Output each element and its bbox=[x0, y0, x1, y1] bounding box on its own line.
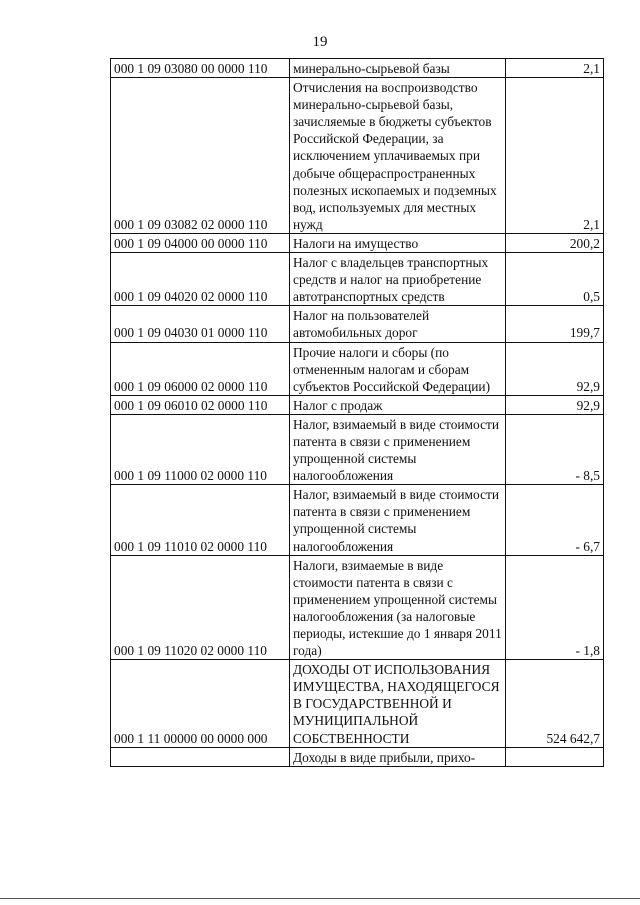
table-row bbox=[111, 395, 604, 414]
amount-cell: - 1,8 bbox=[506, 555, 604, 660]
item-name-cell: Налог, взимаемый в виде стоимости патента в связи с применением упрощенной системы налогообложения bbox=[290, 485, 506, 555]
amount-cell: - 8,5 bbox=[506, 414, 604, 484]
item-name-cell: минерально-сырьевой базы bbox=[290, 59, 506, 78]
amount-cell: 92,9 bbox=[506, 395, 604, 414]
item-name-cell: Налог на пользователей автомобильных дорог bbox=[290, 306, 506, 342]
amount-cell: 199,7 bbox=[506, 306, 604, 342]
amount-cell: 92,9 bbox=[506, 342, 604, 395]
item-name-cell: Налоги, взимаемые в виде стоимости патента в связи с применением упрощенной системы налогообложения (за налоговые периоды, истекшие до 1 января 2011 года) bbox=[290, 555, 506, 660]
table-row bbox=[111, 555, 604, 660]
item-name-cell: ДОХОДЫ ОТ ИСПОЛЬЗОВАНИЯ ИМУЩЕСТВА, НАХОДЯЩЕГОСЯ В ГОСУДАРСТВЕННОЙ И МУНИЦИПАЛЬНОЙ СОБСТВЕННОСТИ bbox=[290, 660, 506, 747]
table-row bbox=[111, 660, 604, 747]
budget-code-cell: 000 1 09 11010 02 0000 110 bbox=[111, 485, 290, 555]
item-name-cell: Доходы в виде прибыли, прихо- bbox=[290, 747, 506, 766]
table-row bbox=[111, 485, 604, 555]
amount-cell: 200,2 bbox=[506, 233, 604, 252]
table-row bbox=[111, 78, 604, 234]
table-row bbox=[111, 414, 604, 484]
budget-code-cell: 000 1 09 03080 00 0000 110 bbox=[111, 59, 290, 78]
budget-code-cell: 000 1 09 04020 02 0000 110 bbox=[111, 253, 290, 306]
table-row bbox=[111, 233, 604, 252]
budget-code-cell: 000 1 09 04030 01 0000 110 bbox=[111, 306, 290, 342]
budget-code-cell: 000 1 09 03082 02 0000 110 bbox=[111, 78, 290, 234]
table-row bbox=[111, 342, 604, 395]
page-number: 19 bbox=[312, 34, 328, 50]
table-row bbox=[111, 253, 604, 306]
table-row bbox=[111, 59, 604, 78]
amount-cell: 524 642,7 bbox=[506, 660, 604, 747]
budget-code-cell: 000 1 09 11020 02 0000 110 bbox=[111, 555, 290, 660]
budget-code-cell bbox=[111, 747, 290, 766]
table-row bbox=[111, 306, 604, 342]
budget-code-cell: 000 1 09 06010 02 0000 110 bbox=[111, 395, 290, 414]
item-name-cell: Отчисления на воспроизводство минерально-сырьевой базы, зачисляемые в бюджеты субъектов Российской Федерации, за исключением уплачиваемых при добыче общераспространенных полезных ископаемых и подземных вод, используемых для местных нужд bbox=[290, 78, 506, 234]
item-name-cell: Налог с владельцев транспортных средств и налог на приобретение автотранспортных средств bbox=[290, 253, 506, 306]
budget-table bbox=[110, 58, 604, 767]
budget-code-cell: 000 1 11 00000 00 0000 000 bbox=[111, 660, 290, 747]
amount-cell: 2,1 bbox=[506, 78, 604, 234]
item-name-cell: Налог с продаж bbox=[290, 395, 506, 414]
item-name-cell: Налоги на имущество bbox=[290, 233, 506, 252]
amount-cell: 2,1 bbox=[506, 59, 604, 78]
budget-code-cell: 000 1 09 11000 02 0000 110 bbox=[111, 414, 290, 484]
item-name-cell: Прочие налоги и сборы (по отмененным налогам и сборам субъектов Российской Федерации) bbox=[290, 342, 506, 395]
budget-table-body bbox=[111, 59, 604, 767]
budget-code-cell: 000 1 09 04000 00 0000 110 bbox=[111, 233, 290, 252]
table-row-continued bbox=[111, 747, 604, 766]
amount-cell bbox=[506, 747, 604, 766]
budget-code-cell: 000 1 09 06000 02 0000 110 bbox=[111, 342, 290, 395]
amount-cell: - 6,7 bbox=[506, 485, 604, 555]
item-name-cell: Налог, взимаемый в виде стоимости патента в связи с применением упрощенной системы налогообложения bbox=[290, 414, 506, 484]
amount-cell: 0,5 bbox=[506, 253, 604, 306]
page-bottom-rule bbox=[0, 898, 640, 899]
